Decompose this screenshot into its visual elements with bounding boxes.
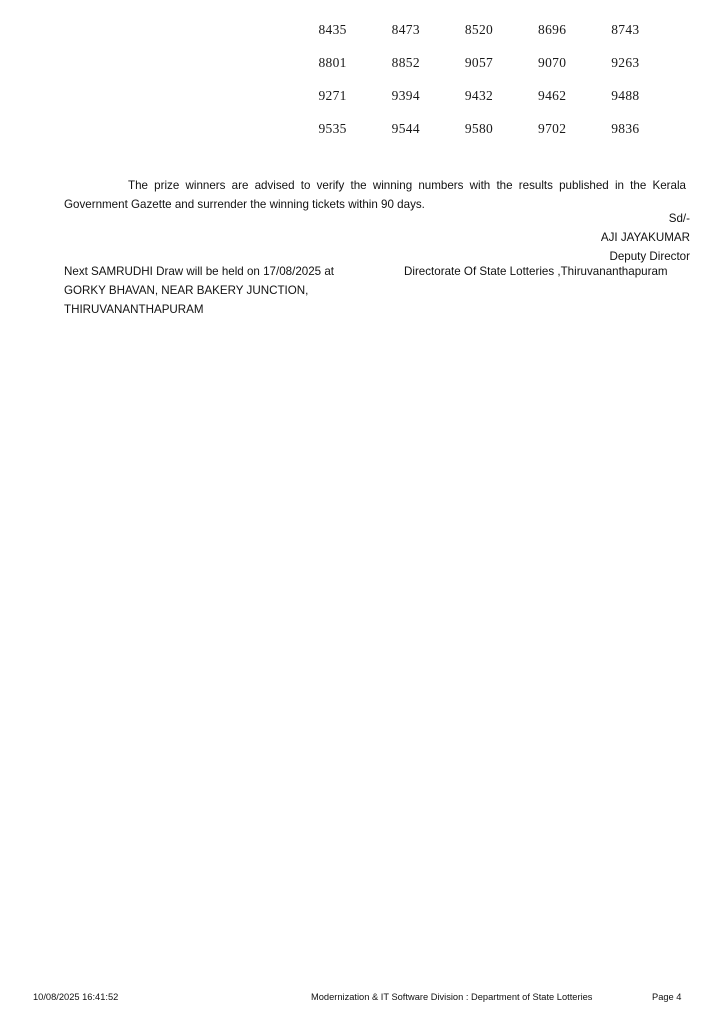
- signature-block: [601, 209, 690, 266]
- signature-name: AJI JAYAKUMAR: [600, 231, 690, 244]
- footer-page-number: Page 4: [652, 992, 682, 1002]
- number-cell: 8520: [464, 22, 494, 37]
- number-cell: 9070: [538, 55, 567, 70]
- advisory-text: The prize winners are advised to verify the winning numbers with the results published in the Kerala Government Gazette and surrender the winning tickets within 90 days.: [64, 179, 686, 211]
- next-draw-line-1: Next SAMRUDHI Draw will be held on 17/08/2025 at: [64, 265, 335, 278]
- number-cell: 9580: [464, 121, 494, 136]
- number-cell: 8743: [611, 22, 640, 37]
- number-cell: 9394: [391, 88, 420, 103]
- page-footer: [0, 992, 724, 1008]
- number-cell: 9057: [464, 55, 494, 70]
- number-cell: 9462: [538, 88, 567, 103]
- signature-designation: Deputy Director: [609, 250, 690, 263]
- number-cell: 8473: [391, 22, 420, 37]
- winning-numbers-grid: [296, 22, 662, 154]
- number-cell: 8852: [391, 55, 420, 70]
- number-cell: 9488: [611, 88, 640, 103]
- advisory-paragraph: [64, 176, 686, 214]
- next-draw-line-2: GORKY BHAVAN, NEAR BAKERY JUNCTION,: [64, 284, 309, 297]
- number-cell: 9702: [538, 121, 567, 136]
- number-cell: 9535: [318, 121, 347, 136]
- next-draw-block: [64, 262, 394, 319]
- number-cell: 9432: [464, 88, 494, 103]
- table-row: [296, 55, 662, 88]
- footer-department: Modernization & IT Software Division : Department of State Lotteries: [311, 992, 593, 1002]
- signature-sd: Sd/-: [668, 212, 690, 225]
- table-row: [296, 121, 662, 154]
- table-row: [296, 22, 662, 55]
- number-cell: 9271: [318, 88, 347, 103]
- number-cell: 9836: [611, 121, 640, 136]
- next-draw-line-3: THIRUVANANTHAPURAM: [64, 303, 204, 316]
- number-cell: 8435: [318, 22, 347, 37]
- number-cell: 9544: [391, 121, 420, 136]
- directorate-line: Directorate Of State Lotteries ,Thiruvananthapuram: [404, 265, 668, 278]
- table-row: [296, 88, 662, 121]
- number-cell: 9263: [611, 55, 640, 70]
- number-cell: 8801: [318, 55, 347, 70]
- footer-timestamp: 10/08/2025 16:41:52: [33, 992, 119, 1002]
- number-cell: 8696: [538, 22, 567, 37]
